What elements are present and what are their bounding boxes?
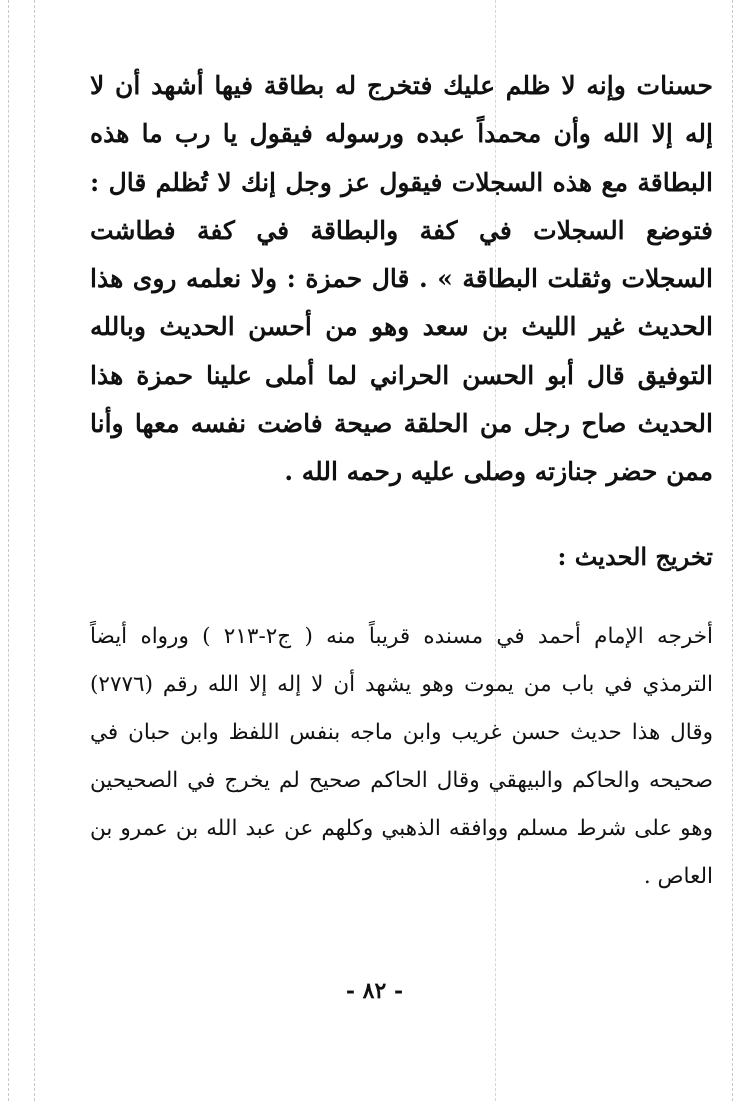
main-text-block — [90, 62, 713, 497]
takhrij-text-block — [90, 613, 713, 901]
page-number: - ٨٢ - — [345, 978, 404, 1004]
book-page — [90, 62, 713, 901]
scan-guide-line — [34, 0, 35, 1101]
takhrij-paragraph: أخرجه الإمام أحمد في مسنده قريباً منه ( ج٢-٢١٣ ) ورواه أيضاً الترمذي في باب من يموت وهو يشهد أن لا إله إلا الله رقم (٢٧٧٦) وقال هذا حديث حسن غريب وابن ماجه بنفس اللفظ وابن حبان في صحيحه والحاكم والبيهقي وقال الحاكم صحيح لم يخرج في الصحيحين وهو على شرط مسلم ووافقه الذهبي وكلهم عن عبد الله بن عمرو بن العاص . — [90, 623, 713, 889]
main-paragraph: حسنات وإنه لا ظلم عليك فتخرج له بطاقة فيها أشهد أن لا إله إلا الله وأن محمداً عبده ورسوله فيقول يا رب ما هذه البطاقة مع هذه السجلات فيقول عز وجل إنك لا تُظلم قال : فتوضع السجلات في كفة والبطاقة في كفة فطاشت السجلات وثقلت البطاقة » . قال حمزة : ولا نعلمه روى هذا الحديث غير الليث بن سعد وهو من أحسن الحديث وبالله التوفيق قال أبو الحسن الحراني لما أملى علينا حمزة هذا الحديث صاح رجل من الحلقة صيحة فاضت نفسه معها وأنا ممن حضر جنازته وصلى عليه رحمه الله . — [90, 71, 713, 487]
scan-guide-line — [8, 0, 9, 1101]
scan-guide-line — [732, 0, 733, 1101]
section-heading: تخريج الحديث : — [557, 541, 713, 571]
